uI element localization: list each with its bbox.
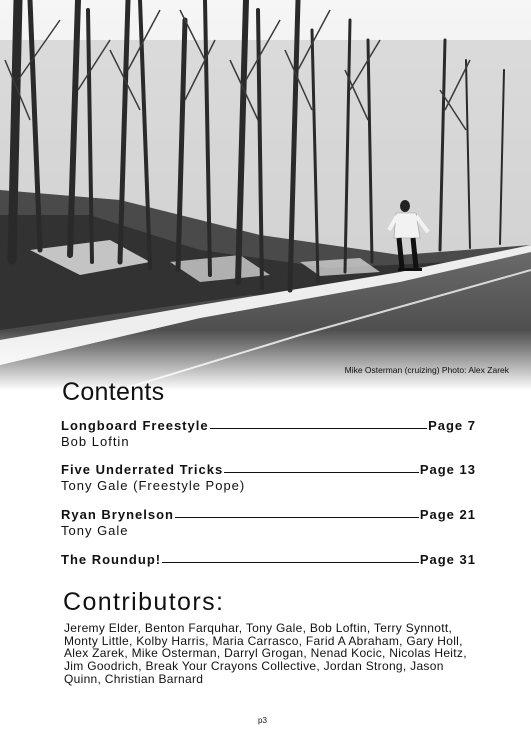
toc-leader-line bbox=[210, 428, 428, 429]
toc-entry[interactable] bbox=[61, 418, 476, 449]
toc-entry-author: Bob Loftin bbox=[61, 434, 130, 449]
toc-leader-line bbox=[175, 517, 419, 518]
toc-entry-page: Page 7 bbox=[428, 418, 476, 433]
toc-leader-line bbox=[224, 472, 419, 473]
toc-entry-title: The Roundup! bbox=[61, 552, 162, 567]
photo-caption: Mike Osterman (cruizing) Photo: Alex Zarek bbox=[344, 365, 509, 375]
toc-entry-title: Longboard Freestyle bbox=[61, 418, 209, 433]
toc-entry[interactable] bbox=[61, 462, 476, 493]
toc-entry-author: Tony Gale (Freestyle Pope) bbox=[61, 478, 246, 493]
toc-leader-line bbox=[162, 562, 419, 563]
toc-entry-title: Five Underrated Tricks bbox=[61, 462, 224, 477]
toc-entry-author: Tony Gale bbox=[61, 523, 129, 538]
toc-entry-page: Page 21 bbox=[419, 507, 476, 522]
toc-entry-page: Page 13 bbox=[419, 462, 476, 477]
page-number: p3 bbox=[258, 716, 267, 725]
toc-entry-page: Page 31 bbox=[419, 552, 476, 567]
toc-entry[interactable] bbox=[61, 552, 476, 567]
contents-heading: Contents bbox=[62, 378, 165, 406]
toc-entry[interactable] bbox=[61, 507, 476, 538]
toc-entry-title: Ryan Brynelson bbox=[61, 507, 174, 522]
contributors-heading: Contributors: bbox=[63, 588, 225, 616]
contributors-list: Jeremy Elder, Benton Farquhar, Tony Gale, Bob Loftin, Terry Synnott, Monty Little, Kolby Harris, Maria Carrasco, Farid A Abraham, Gary Holl, Alex Zarek, Mike Osterman, Darryl Grogan, Nenad Kocic, Nicolas Heitz, Jim Goodrich, Break Your Crayons Collective, Jordan Strong, Jason Quinn, Christian Barnard bbox=[64, 621, 467, 686]
